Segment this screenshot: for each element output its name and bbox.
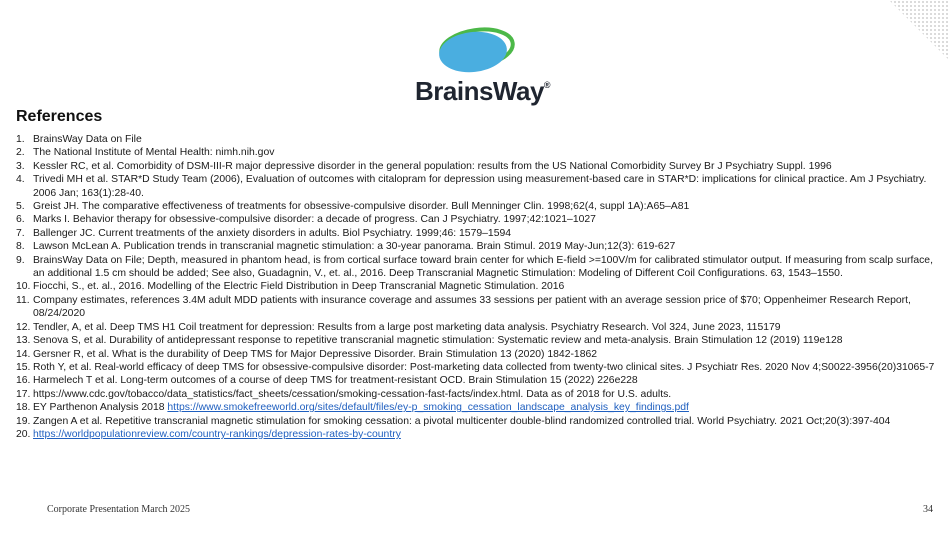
reference-text	[33, 374, 941, 387]
reference-citation: Lawson McLean A. Publication trends in transcranial magnetic stimulation: a 30-year panorama. Brain Stimul. 2019 May-Jun;12(3): 619-627	[33, 241, 676, 253]
reference-item	[16, 401, 941, 414]
reference-number: 9.	[16, 254, 25, 266]
reference-item	[16, 415, 941, 428]
brainsway-logo	[415, 26, 551, 106]
reference-text	[33, 401, 941, 414]
reference-item	[16, 240, 941, 253]
reference-text	[33, 415, 941, 428]
reference-item	[16, 361, 941, 374]
reference-text	[33, 388, 941, 401]
page-number: 34	[923, 504, 933, 515]
reference-text	[33, 200, 941, 213]
reference-item	[16, 146, 941, 159]
reference-citation: Ballenger JC. Current treatments of the anxiety disorders in adults. Biol Psychiatry. 1999;46: 1579–1594	[33, 227, 512, 239]
reference-citation: Fiocchi, S., et. al., 2016. Modelling of the Electric Field Distribution in Deep Transcranial Magnetic Stimulation. 2016	[33, 281, 565, 293]
reference-citation: Gersner R, et al. What is the durability of Deep TMS for Major Depressive Disorder. Brain Stimulation 13 (2020) 1842-1862	[33, 348, 598, 360]
reference-text	[33, 227, 941, 240]
reference-citation: The National Institute of Mental Health: nimh.nih.gov	[33, 147, 275, 159]
reference-text	[33, 160, 941, 173]
reference-number: 15.	[16, 361, 31, 373]
reference-number: 18.	[16, 402, 31, 414]
brain-logo-icon	[433, 26, 517, 80]
reference-link[interactable]: https://www.smokefreeworld.org/sites/default/files/ey-p_smoking_cessation_landscape_analysis_key_findings.pdf	[167, 402, 689, 414]
page-title: References	[16, 108, 103, 125]
reference-number: 14.	[16, 348, 31, 360]
reference-item	[16, 348, 941, 361]
reference-number: 7.	[16, 227, 25, 239]
reference-text	[33, 240, 941, 253]
reference-item	[16, 321, 941, 334]
reference-number: 1.	[16, 134, 25, 145]
reference-item	[16, 374, 941, 387]
reference-citation: EY Parthenon Analysis 2018	[33, 402, 168, 414]
reference-item	[16, 294, 941, 321]
reference-citation: https://www.cdc.gov/tobacco/data_statistics/fact_sheets/cessation/smoking-cessation-fast-facts/index.html. Data as of 2018 for U.S. adults.	[33, 388, 672, 400]
reference-item	[16, 280, 941, 293]
reference-number: 3.	[16, 160, 25, 172]
reference-item	[16, 254, 941, 281]
reference-text	[33, 294, 941, 321]
reference-item	[16, 213, 941, 226]
reference-citation: Kessler RC, et al. Comorbidity of DSM-III-R major depressive disorder in the general population: results from the US National Comorbidity Survey Br J Psychiatry Suppl. 1996	[33, 160, 832, 172]
reference-citation: Marks I. Behavior therapy for obsessive-compulsive disorder: a decade of progress. Can J Psychiatry. 1997;42:1021–1027	[33, 214, 596, 226]
reference-link[interactable]: https://worldpopulationreview.com/country-rankings/depression-rates-by-country	[33, 428, 401, 440]
reference-item	[16, 334, 941, 347]
reference-item	[16, 428, 941, 441]
reference-item	[16, 160, 941, 173]
reference-item	[16, 388, 941, 401]
reference-number: 2.	[16, 147, 25, 159]
reference-text	[33, 321, 941, 334]
reference-text	[33, 146, 941, 159]
corner-dot-pattern	[889, 0, 949, 60]
reference-number: 13.	[16, 335, 31, 347]
reference-number: 10.	[16, 281, 31, 293]
reference-number: 19.	[16, 415, 31, 427]
reference-number: 20.	[16, 428, 31, 440]
reference-text	[33, 280, 941, 293]
reference-text	[33, 133, 941, 146]
reference-citation: Greist JH. The comparative effectiveness of treatments for obsessive-compulsive disorder. Bull Menninger Clin. 1998;62(4, suppl 1A):A65–A81	[33, 201, 690, 213]
footer-label: Corporate Presentation March 2025	[47, 504, 191, 515]
reference-number: 4.	[16, 174, 25, 186]
reference-text	[33, 334, 941, 347]
reference-citation: BrainsWay Data on File	[33, 134, 142, 145]
reference-citation: Trivedi MH et al. STAR*D Study Team (2006), Evaluation of outcomes with citalopram for depression using measurement-based care in STAR*D: implications for clinical practice. Am J Psychiatry. 2006 Jan; 163(1):28-40.	[33, 174, 927, 199]
reference-item	[16, 133, 941, 146]
reference-number: 5.	[16, 201, 25, 213]
reference-number: 11.	[16, 294, 30, 306]
reference-citation: Zangen A et al. Repetitive transcranial magnetic stimulation for smoking cessation: a pivotal multicenter double-blind randomized controlled trial. World Psychiatry. 2021 Oct;20(3):397-404	[33, 415, 891, 427]
brand-wordmark: BrainsWay®	[415, 76, 551, 106]
reference-text	[33, 348, 941, 361]
reference-text	[33, 213, 941, 226]
references-list	[16, 133, 941, 441]
reference-citation: Tendler, A, et al. Deep TMS H1 Coil treatment for depression: Results from a large post marketing data analysis. Psychiatry Research. Vol 324, June 2023, 115179	[33, 321, 781, 333]
reference-citation: Harmelech T et al. Long-term outcomes of a course of deep TMS for treatment-resistant OCD. Brain Stimulation 15 (2022) 226e228	[33, 375, 638, 387]
reference-number: 17.	[16, 388, 31, 400]
reference-number: 6.	[16, 214, 25, 226]
reference-citation: Senova S, et al. Durability of antidepressant response to repetitive transcranial magnetic stimulation: Systematic review and meta-analysis. Brain Stimulation 12 (2019) 119e128	[33, 335, 843, 347]
reference-text	[33, 428, 941, 441]
reference-number: 16.	[16, 375, 31, 387]
reference-item	[16, 200, 941, 213]
reference-text	[33, 361, 941, 374]
reference-number: 12.	[16, 321, 31, 333]
reference-text	[33, 254, 941, 281]
reference-item	[16, 227, 941, 240]
reference-item	[16, 173, 941, 200]
reference-number: 8.	[16, 241, 25, 253]
reference-citation: Company estimates, references 3.4M adult MDD patients with insurance coverage and assumes 33 sessions per patient with an average session price of $70; Oppenheimer Research Report, 08/24/2020	[33, 294, 911, 320]
reference-citation: Roth Y, et al. Real-world efficacy of deep TMS for obsessive-compulsive disorder: Post-marketing data collected from twenty-two clinical sites. J Psychiatr Res. 2020 Nov 4;S0022-3956(20)31065-7	[33, 361, 935, 373]
reference-citation: BrainsWay Data on File; Depth, measured in phantom head, is from cortical surface toward brain center for which E-field >=100V/m for calibrated stimulator output. If measuring from scalp surface, an additional 1.5 cm should be added; See also, Guadagnin, V., et. al., 2016. Deep Transcranial Magnetic Stimulation: Modeling of Different Coil Configurations. 63, 1543–1550.	[33, 254, 933, 280]
reference-text	[33, 173, 941, 200]
